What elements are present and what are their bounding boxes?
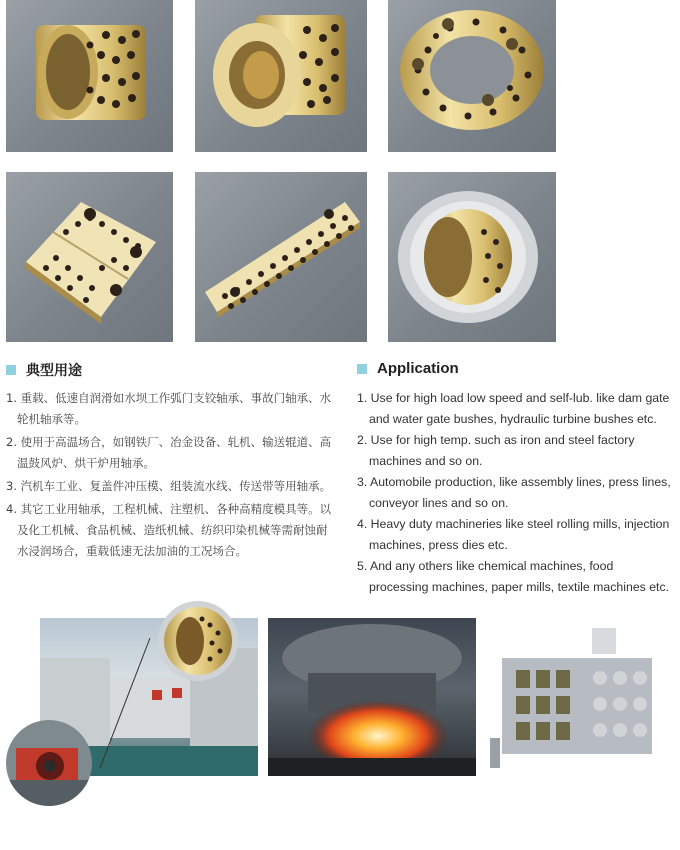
photo-flanged-bushing bbox=[195, 0, 367, 152]
list-item: 2. Use for high temp. such as iron and steel factory machines and so on. bbox=[357, 433, 635, 468]
list-item: 1. Use for high load low speed and self-lub. like dam gate and water gate bushes, hydraulic turbine bushes etc. bbox=[357, 391, 670, 426]
list-item: 3. Automobile production, like assembly lines, press lines, conveyor lines and so on. bbox=[357, 475, 671, 510]
photo-steel-furnace bbox=[268, 618, 476, 776]
list-item: 4. Heavy duty machineries like steel rolling mills, injection machines, press dies etc. bbox=[357, 517, 670, 552]
chinese-title-text: 典型用途 bbox=[26, 363, 82, 379]
english-section-title bbox=[357, 360, 459, 377]
photo-spherical-bearing bbox=[388, 172, 556, 342]
section-marker-square bbox=[357, 364, 367, 374]
list-item: 4. 其它工业用轴承，工程机械、注塑机、各种高精度模具等。以及化工机械、食品机械、造纸机械、纺织印染机械等需耐蚀耐水浸润场合，重载低速无法加油的工况场合。 bbox=[6, 502, 332, 558]
list-item: 2. 使用于高温场合，如钢铁厂、冶金设备、轧机、输送辊道、高温鼓风炉、烘干炉用轴承。 bbox=[6, 435, 332, 470]
english-applications-list bbox=[357, 388, 675, 598]
photo-thrust-washer bbox=[388, 0, 556, 152]
photo-injection-mold bbox=[488, 618, 666, 776]
gate-hinge-closeup-circle bbox=[6, 720, 92, 806]
chinese-applications-list bbox=[6, 388, 336, 564]
list-item: 5. And any others like chemical machines, food processing machines, paper mills, textile machines etc. bbox=[357, 559, 670, 594]
english-title-text: Application bbox=[377, 360, 459, 377]
list-item: 3. 汽机车工业、复盖件冲压模、组装流水线、传送带等用轴承。 bbox=[6, 479, 332, 493]
section-marker-square bbox=[6, 365, 16, 375]
bearing-closeup-circle bbox=[158, 601, 238, 681]
photo-wear-plate-curved bbox=[6, 172, 173, 342]
list-item: 1. 重载、低速自润滑如水坝工作弧门支铰轴承、事故门轴承、水轮机轴承等。 bbox=[6, 391, 332, 426]
photo-wear-strip bbox=[195, 172, 367, 342]
photo-cylindrical-bushing bbox=[6, 0, 173, 152]
chinese-section-title bbox=[6, 360, 82, 380]
